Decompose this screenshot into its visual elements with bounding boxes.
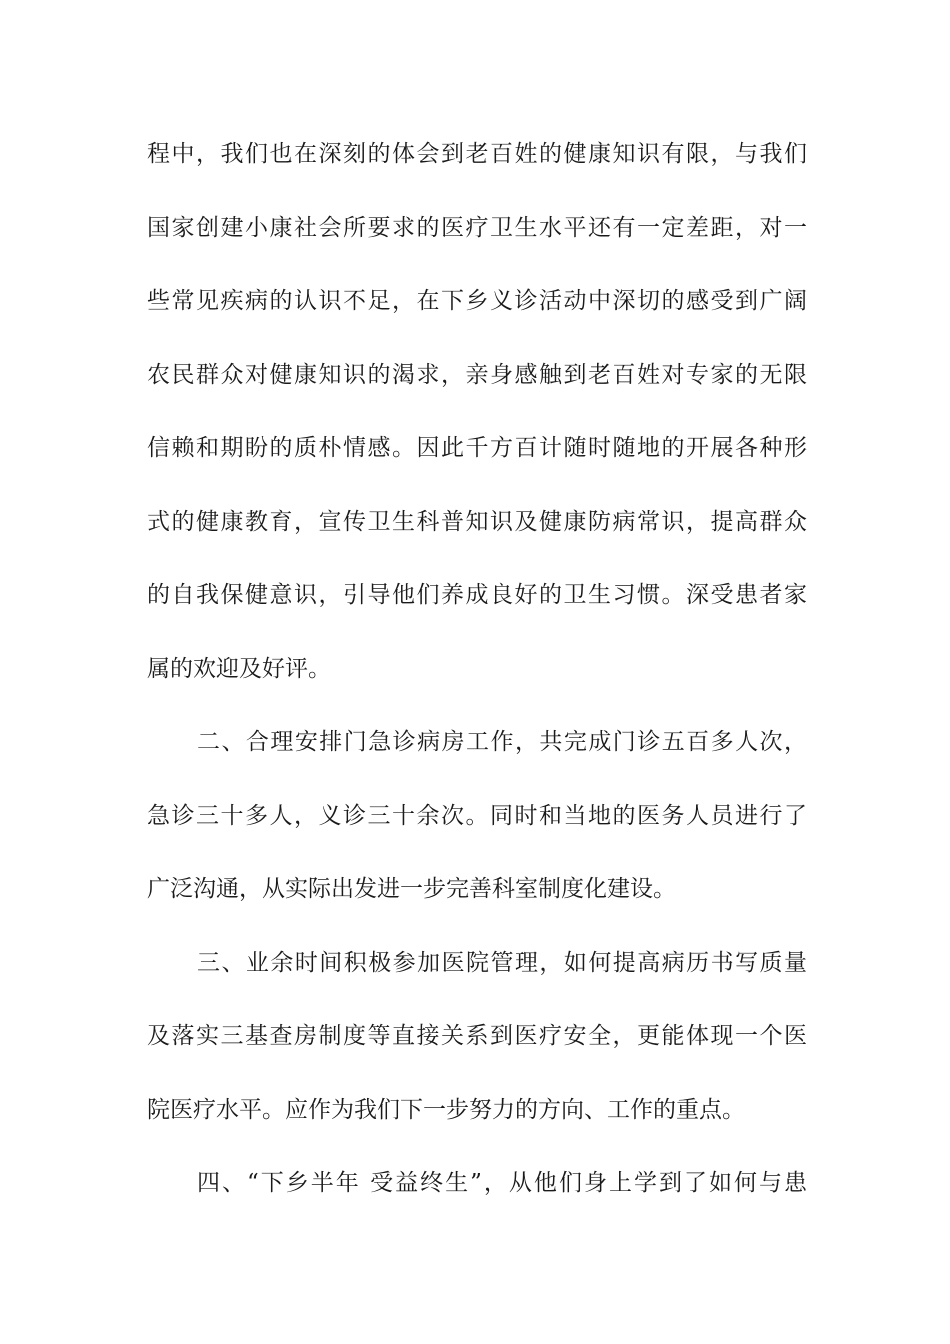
paragraph-line: 的自我保健意识，引导他们养成良好的卫生习惯。深受患者家 <box>147 582 807 608</box>
paragraph-line: 程中，我们也在深刻的体会到老百姓的健康知识有限，与我们 <box>147 141 807 167</box>
paragraph-line: 急诊三十多人，义诊三十余次。同时和当地的医务人员进行了 <box>147 802 807 829</box>
paragraph-line: 二、合理安排门急诊病房工作，共完成门诊五百多人次， <box>197 729 807 755</box>
paragraph-line: 些常见疾病的认识不足，在下乡义诊活动中深切的感受到广阔 <box>147 288 807 314</box>
paragraph-line: 广泛沟通，从实际出发进一步完善科室制度化建设。 <box>147 876 676 902</box>
paragraph-line: 四、“下乡半年 受益终生”，从他们身上学到了如何与患 <box>197 1170 807 1196</box>
paragraph-line: 属的欢迎及好评。 <box>147 655 331 682</box>
body-text <box>147 127 807 1230</box>
paragraph-line: 农民群众对健康知识的渴求，亲身感触到老百姓对专家的无限 <box>147 361 807 388</box>
paragraph-line: 国家创建小康社会所要求的医疗卫生水平还有一定差距，对一 <box>147 214 807 241</box>
paragraph-line: 式的健康教育，宣传卫生科普知识及健康防病常识，提高群众 <box>147 508 807 535</box>
paragraph-line: 信赖和期盼的质朴情感。因此千方百计随时随地的开展各种形 <box>147 435 807 461</box>
paragraph-line: 及落实三基查房制度等直接关系到医疗安全，更能体现一个医 <box>147 1023 807 1049</box>
paragraph-line: 三、业余时间积极参加医院管理，如何提高病历书写质量 <box>197 949 807 976</box>
paragraph-line: 院医疗水平。应作为我们下一步努力的方向、工作的重点。 <box>147 1096 745 1123</box>
